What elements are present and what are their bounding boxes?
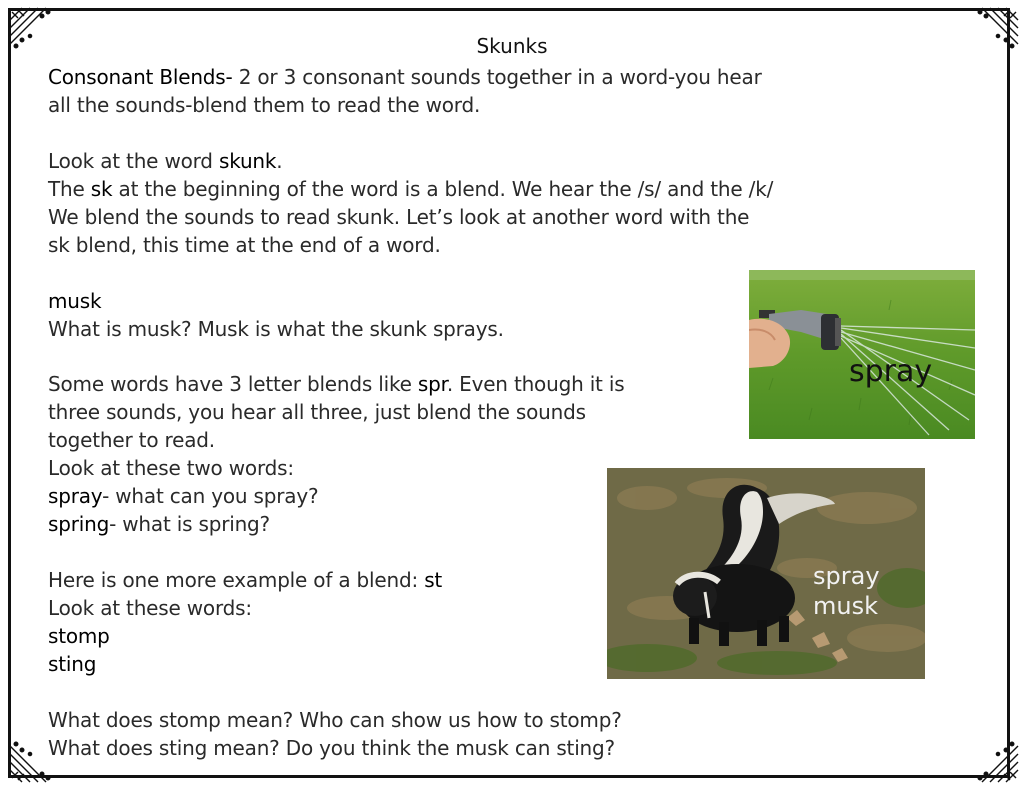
spring-line [48, 511, 270, 537]
skunk-line-4: sk blend, this time at the end of a word. [48, 233, 441, 257]
st-line-1-pre: Here is one more example of a blend: [48, 568, 425, 592]
st-line-1 [48, 567, 442, 593]
blend-sk: sk [90, 177, 113, 201]
skunk-line-1-post: . [276, 149, 283, 173]
intro-line-1 [48, 64, 762, 90]
hose-photo-label: spray [849, 354, 933, 389]
spray-line [48, 483, 318, 509]
skunk-photo-label-musk: musk [813, 592, 878, 620]
word-stomp: stomp [48, 624, 110, 648]
spr-line-1-post: . Even though it is [446, 372, 625, 396]
blend-spr: spr [417, 372, 447, 396]
skunk-line-2 [48, 176, 773, 202]
spr-line-1-pre: Some words have 3 letter blends like [48, 372, 418, 396]
word-musk: musk [48, 289, 102, 313]
closing-line-1: What does stomp mean? Who can show us how to stomp? [48, 708, 622, 732]
word-skunk: skunk [218, 149, 277, 173]
closing-line-2: What does sting mean? Do you think the musk can sting? [48, 736, 615, 760]
blend-term: Consonant Blends- [48, 65, 233, 89]
spr-line-3: together to read. [48, 428, 215, 452]
spr-line-1 [48, 371, 624, 397]
spring-question: - what is spring? [109, 512, 270, 536]
intro-line-2: all the sounds-blend them to read the word. [48, 93, 481, 117]
page-title: Skunks [476, 34, 548, 58]
spr-line-4: Look at these two words: [48, 456, 294, 480]
intro-definition: 2 or 3 consonant sounds together in a word-you hear [232, 65, 762, 89]
skunk-line-3: We blend the sounds to read skunk. Let’s look at another word with the [48, 205, 750, 229]
word-spring: spring [48, 512, 110, 536]
blend-st: st [424, 568, 443, 592]
skunk-line-1-pre: Look at the word [48, 149, 219, 173]
skunk-line-2-post: at the beginning of the word is a blend. We hear the /s/ and the /k/ [112, 177, 774, 201]
st-line-2: Look at these words: [48, 596, 252, 620]
word-spray: spray [48, 484, 103, 508]
skunk-photo-label-spray: spray [813, 562, 880, 590]
spr-line-2: three sounds, you hear all three, just blend the sounds [48, 400, 586, 424]
musk-question: What is musk? Musk is what the skunk sprays. [48, 317, 504, 341]
skunk-line-1 [48, 148, 282, 174]
garden-hose-photo [749, 270, 975, 439]
corner-ornament-icon [968, 732, 1020, 784]
spray-question: - what can you spray? [102, 484, 319, 508]
skunk-line-2-pre: The [48, 177, 91, 201]
word-sting: sting [48, 652, 97, 676]
skunk-photo [607, 468, 925, 679]
